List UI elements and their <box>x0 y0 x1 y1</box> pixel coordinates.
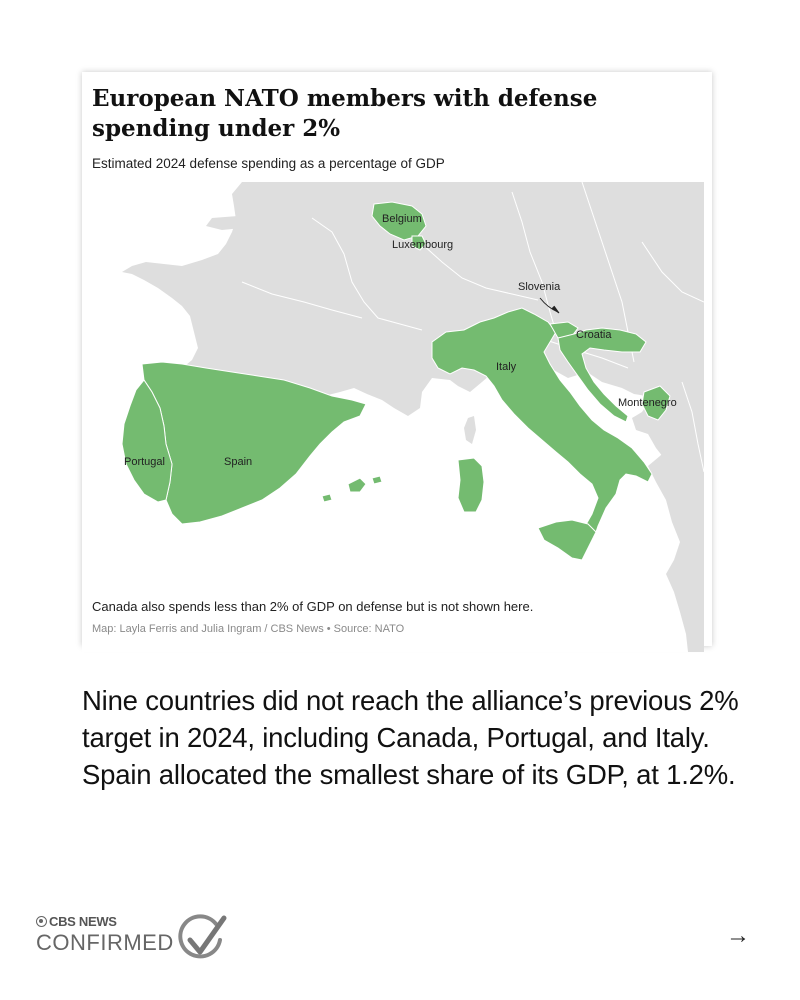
card-note: Canada also spends less than 2% of GDP on defense but is not shown here. <box>92 599 534 614</box>
brand-bottom-text: CONFIRMED <box>36 930 174 955</box>
label-montenegro: Montenegro <box>618 397 677 409</box>
label-slovenia: Slovenia <box>518 281 561 293</box>
country-balearic-ibiza <box>322 494 332 502</box>
checkmark-badge-icon <box>176 910 228 966</box>
europe-map <box>82 182 704 652</box>
caption: Nine countries did not reach the alliance’s previous 2% target in 2024, including Canada, Portugal, and Italy. Spain allocated the smallest share of its GDP, at 1.2%. <box>82 685 739 790</box>
map-card <box>82 72 712 646</box>
country-balearic-menorca <box>372 476 382 484</box>
label-italy: Italy <box>496 361 517 373</box>
next-arrow-button[interactable]: → <box>726 922 750 949</box>
label-croatia: Croatia <box>576 329 612 341</box>
brand-top-text: CBS NEWS <box>49 914 117 929</box>
cbs-news-confirmed-logo <box>36 908 236 968</box>
country-sardinia <box>458 458 484 512</box>
label-spain: Spain <box>224 456 253 468</box>
label-belgium: Belgium <box>382 213 422 225</box>
card-title: European NATO members with defense spending under 2% <box>92 85 598 142</box>
cbs-eye-icon <box>36 916 47 927</box>
label-portugal: Portugal <box>124 456 165 468</box>
label-luxembourg: Luxembourg <box>392 239 454 251</box>
brand-top <box>36 914 117 929</box>
card-credit: Map: Layla Ferris and Julia Ingram / CBS News • Source: NATO <box>92 623 405 635</box>
card-subtitle: Estimated 2024 defense spending as a percentage of GDP <box>92 156 445 171</box>
